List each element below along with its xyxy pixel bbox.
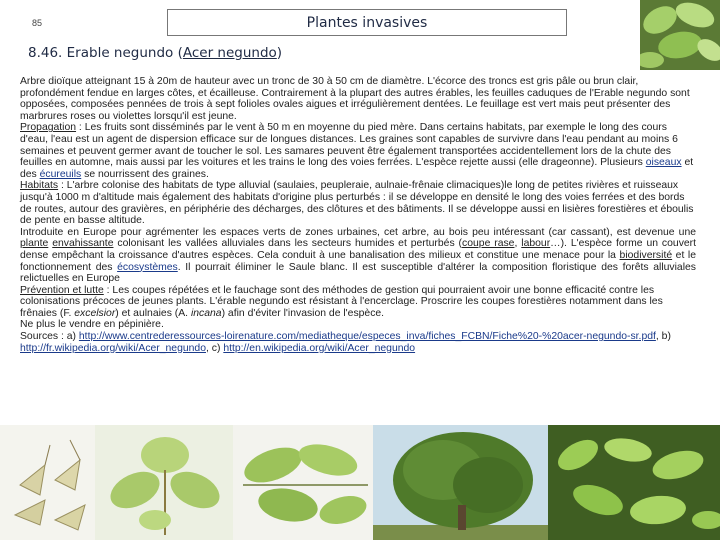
- slide-title-box: [167, 9, 567, 36]
- source-a-link[interactable]: http://www.centrederessources-loirenature.com/mediatheque/especes_inva/fiches_FCBN/Fiche%20-%20acer-negundo-sr.pdf: [78, 331, 656, 343]
- coupe-rase-link[interactable]: coupe rase: [462, 238, 515, 250]
- section-heading: [28, 45, 282, 61]
- source-b-link[interactable]: http://fr.wikipedia.org/wiki/Acer_negundo: [20, 342, 206, 354]
- slide-title: Plantes invasives: [306, 14, 428, 31]
- habitats-text: : L'arbre colonise des habitats de type alluvial (saulaies, peupleraie, aulnaie-frênaie climaciques)le long de petites rivières et ruisseaux jusqu'à 1000 m d'altitude mais également des habitats d'origine plus perturbés : il se développe en densité le long des voies ferrées et des bords de routes, autour des gravières, en périphérie des décharges, des clôtures et des bâtiments. Il se développe aussi en lisières forestières et éboulis de pente en basse altitude.: [20, 180, 694, 227]
- oiseaux-link[interactable]: oiseaux: [645, 157, 682, 169]
- sources-prefix: Sources : a): [20, 331, 79, 343]
- propagation-paragraph: [20, 122, 696, 180]
- compound-leaf-photo: [95, 425, 233, 540]
- sources-sep-1: , b): [655, 331, 671, 343]
- habitats-paragraph: [20, 180, 696, 226]
- description-paragraph: Arbre dioïque atteignant 15 à 20m de hauteur avec un tronc de 30 à 50 cm de diamètre. L'écorce des troncs est gris pâle ou brun clair, profondément fendue en larges côtes, et écailleuse. Contrairement à la plupart des autres érables, les feuilles caduques de l'Erable negundo sont opposées, composées pennées de trois à sept folioles ovales aigues et irrégulièrement dentées. Le feuillage est vert mais peut présenter des marbrures roses ou violettes lorsqu'il est jeune.: [20, 76, 690, 122]
- envahissante-link[interactable]: envahissante: [52, 238, 114, 250]
- habitats-label: Habitats: [20, 180, 59, 192]
- sources-sep-2: , c): [205, 342, 224, 354]
- source-c-link[interactable]: http://en.wikipedia.org/wiki/Acer_negundo: [223, 342, 416, 354]
- intro-text-2: colonisant les vallées alluviales dans les secteurs humides et perturbés (: [113, 238, 463, 250]
- prevention-label: Prévention et lutte: [20, 284, 104, 296]
- propagation-label: Propagation: [20, 122, 77, 134]
- ecureuils-link[interactable]: écureuils: [39, 168, 82, 180]
- prevention-text-2: ) et aulnaies (A.: [115, 307, 191, 319]
- biodiversite-link[interactable]: biodiversité: [619, 249, 673, 261]
- sources-paragraph: [20, 331, 696, 354]
- foliage-photo: [548, 425, 720, 540]
- body-text: [20, 76, 696, 354]
- ecosystemes-link[interactable]: écosystèmes: [117, 261, 178, 273]
- prevention-paragraph: [20, 285, 696, 320]
- propagation-text: : Les fruits sont disséminés par le vent à 50 m en moyenne du pied mère. Dans certains habitats, par exemple le long des cours d'eau, l'eau est un agent de dispersion efficace sur de longues distances. Les graines sont capables de survivre dans l'eau pendant au moins 6 semaines et peuvent germer avant de toucher le sol. Les samares peuvent être également transportées accidentellement lors de la chute des feuilles en automne, mais aussi par les voitures et les trains le long des voies ferrées. L'espèce rejette aussi (elle drageonne). Plusieurs: [20, 122, 678, 169]
- propagation-text-3: se nourrissent des graines.: [81, 168, 209, 180]
- intro-text-4: et le fonctionnement des: [20, 249, 697, 273]
- introduction-paragraph: [20, 227, 696, 285]
- prevention-text: : Les coupes répétées et le fauchage sont des méthodes de gestion qui pourraient avoir une bonne efficacité contre les colonisations précoces de jeunes plants. L'érable negundo est résistant à l'encerclage. Proscrire les coupes forestières notamment dans les frênaies (F.: [20, 284, 663, 319]
- nursery-paragraph: Ne plus le vendre en pépinière.: [20, 319, 164, 331]
- intro-text-5: . Il pourrait éliminer le Saule blanc. Il est susceptible d'altérer la composition floristique des forêts alluviales relictuelles en Europe: [20, 261, 696, 285]
- prevention-text-3: ) afin d'éviter l'invasion de l'espèce.: [221, 307, 385, 319]
- intro-text: Introduite en Europe pour agrémenter les espaces verts de zones urbaines, cet arbre, au bois peu intéressant (car cassant), est devenue une: [20, 226, 696, 238]
- propagation-text-2: et des: [20, 157, 694, 180]
- leaves-photo-top-right: [640, 0, 720, 70]
- heading-suffix: ): [276, 45, 283, 61]
- excelsior-italic: excelsior: [74, 307, 116, 319]
- samara-seeds-photo: [0, 425, 95, 540]
- intro-comma: ,: [514, 238, 522, 250]
- tree-photo: [373, 425, 548, 540]
- heading-latin-link[interactable]: Acer negundo: [182, 45, 277, 61]
- labour-link[interactable]: labour: [521, 238, 551, 250]
- incana-italic: incana: [190, 307, 222, 319]
- intro-text-3: …). L'espèce forme un couvert dense empêchant la croissance d'autres espèces. Cela conduit à une banalisation des milieux et constitue une menace pour la: [20, 238, 697, 261]
- leaf-branch-photo: [233, 425, 373, 540]
- plante-link[interactable]: plante: [20, 238, 49, 250]
- page-number: 85: [32, 18, 43, 28]
- heading-prefix: 8.46. Erable negundo (: [28, 45, 183, 61]
